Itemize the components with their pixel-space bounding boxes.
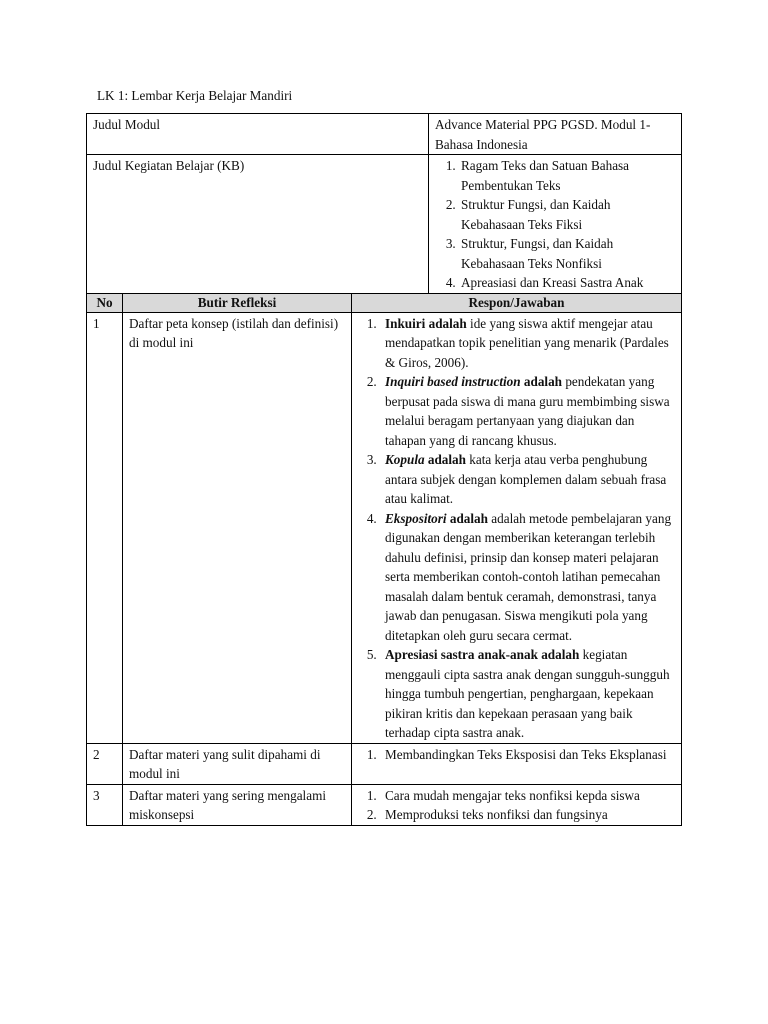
term: Apresiasi sastra anak-anak — [385, 647, 538, 662]
response-list — [358, 314, 675, 743]
module-info-table — [86, 113, 682, 294]
row-number: 3 — [87, 784, 123, 825]
response-item — [380, 450, 675, 509]
term: Inkuiri — [385, 315, 426, 331]
definition: ide yang siswa aktif mengejar atau mendapatkan topik penelitian yang menarik (Pardales & Giros, 2006). — [385, 315, 669, 370]
kb-item: 2. Struktur Fungsi, dan Kaidah Kebahasaan Teks Fiksi — [459, 195, 675, 234]
module-title-row — [87, 114, 682, 155]
header-butir-refleksi: Butir Refleksi — [123, 293, 352, 312]
response-item — [380, 645, 675, 743]
row-butir: Daftar materi yang sulit dipahami di modul ini — [123, 743, 352, 784]
header-no: No — [87, 293, 123, 312]
kb-item: 1. Ragam Teks dan Satuan Bahasa Pembentukan Teks — [459, 156, 675, 195]
term: Kopula — [385, 452, 425, 467]
response-item — [380, 509, 675, 646]
response-item — [380, 314, 675, 373]
term-keyword: adalah — [537, 647, 580, 662]
response-item: 1. Cara mudah mengajar teks nonfiksi kepda siswa — [380, 786, 675, 806]
row-response — [352, 312, 682, 743]
kb-item: 3. Struktur, Fungsi, dan Kaidah Kebahasaan Teks Nonfiksi — [459, 234, 675, 273]
module-title-value: Advance Material PPG PGSD. Modul 1-Bahasa Indonesia — [429, 114, 682, 155]
response-item: 1. Membandingkan Teks Eksposisi dan Teks Eksplanasi — [380, 745, 675, 765]
definition: pendekatan yang berpusat pada siswa di mana guru membimbing siswa melalui beragam pertanyaan yang diajukan dan tahapan yang di rancang khusus. — [385, 374, 670, 448]
response-item: 2. Memproduksi teks nonfiksi dan fungsinya — [380, 805, 675, 825]
response-list — [358, 786, 675, 825]
header-respon-jawaban: Respon/Jawaban — [352, 293, 682, 312]
row-number: 2 — [87, 743, 123, 784]
row-response — [352, 743, 682, 784]
table-row — [87, 784, 682, 825]
kb-list — [435, 156, 675, 293]
row-butir: Daftar peta konsep (istilah dan definisi) di modul ini — [123, 312, 352, 743]
definition: kata kerja atau verba penghubung antara subjek dengan komplemen dalam sebuah frasa atau kalimat. — [385, 452, 667, 506]
table-header-row — [87, 293, 682, 312]
kb-title-value — [429, 155, 682, 294]
term-keyword: adalah — [520, 374, 563, 389]
row-number: 1 — [87, 312, 123, 743]
term-keyword: adalah — [424, 452, 466, 467]
row-response — [352, 784, 682, 825]
term: Ekspositori — [385, 510, 447, 526]
kb-item: 4. Apreasiasi dan Kreasi Sastra Anak — [459, 273, 675, 293]
worksheet-table-wrapper — [86, 113, 681, 826]
term-keyword: adalah — [425, 315, 467, 331]
term: Inquiri based instruction — [385, 374, 521, 389]
reflection-table — [86, 293, 682, 826]
response-list — [358, 745, 675, 765]
kb-title-row — [87, 155, 682, 294]
table-row — [87, 743, 682, 784]
kb-title-label: Judul Kegiatan Belajar (KB) — [87, 155, 429, 294]
definition: adalah metode pembelajaran yang digunakan dengan memberikan keterangan terlebih dahulu definisi, prinsip dan konsep materi pelajaran serta memberikan contoh-contoh latihan pemecahan masalah dalam bentuk ceramah, demonstrasi, tanya jawab dan penugasan. Siswa mengikuti pola yang ditetapkan oleh guru secara cermat. — [385, 510, 672, 643]
response-item — [380, 372, 675, 450]
module-title-label: Judul Modul — [87, 114, 429, 155]
row-butir: Daftar materi yang sering mengalami miskonsepsi — [123, 784, 352, 825]
term-keyword: adalah — [446, 510, 488, 526]
document-title: LK 1: Lembar Kerja Belajar Mandiri — [97, 88, 293, 103]
definition: kegiatan menggauli cipta sastra anak dengan sungguh-sungguh hingga tumbuh pengertian, penghargaan, kepekaan pikiran kritis dan kepekaan perasaan yang baik terhadap cipta sastra anak. — [385, 647, 670, 740]
table-row — [87, 312, 682, 743]
